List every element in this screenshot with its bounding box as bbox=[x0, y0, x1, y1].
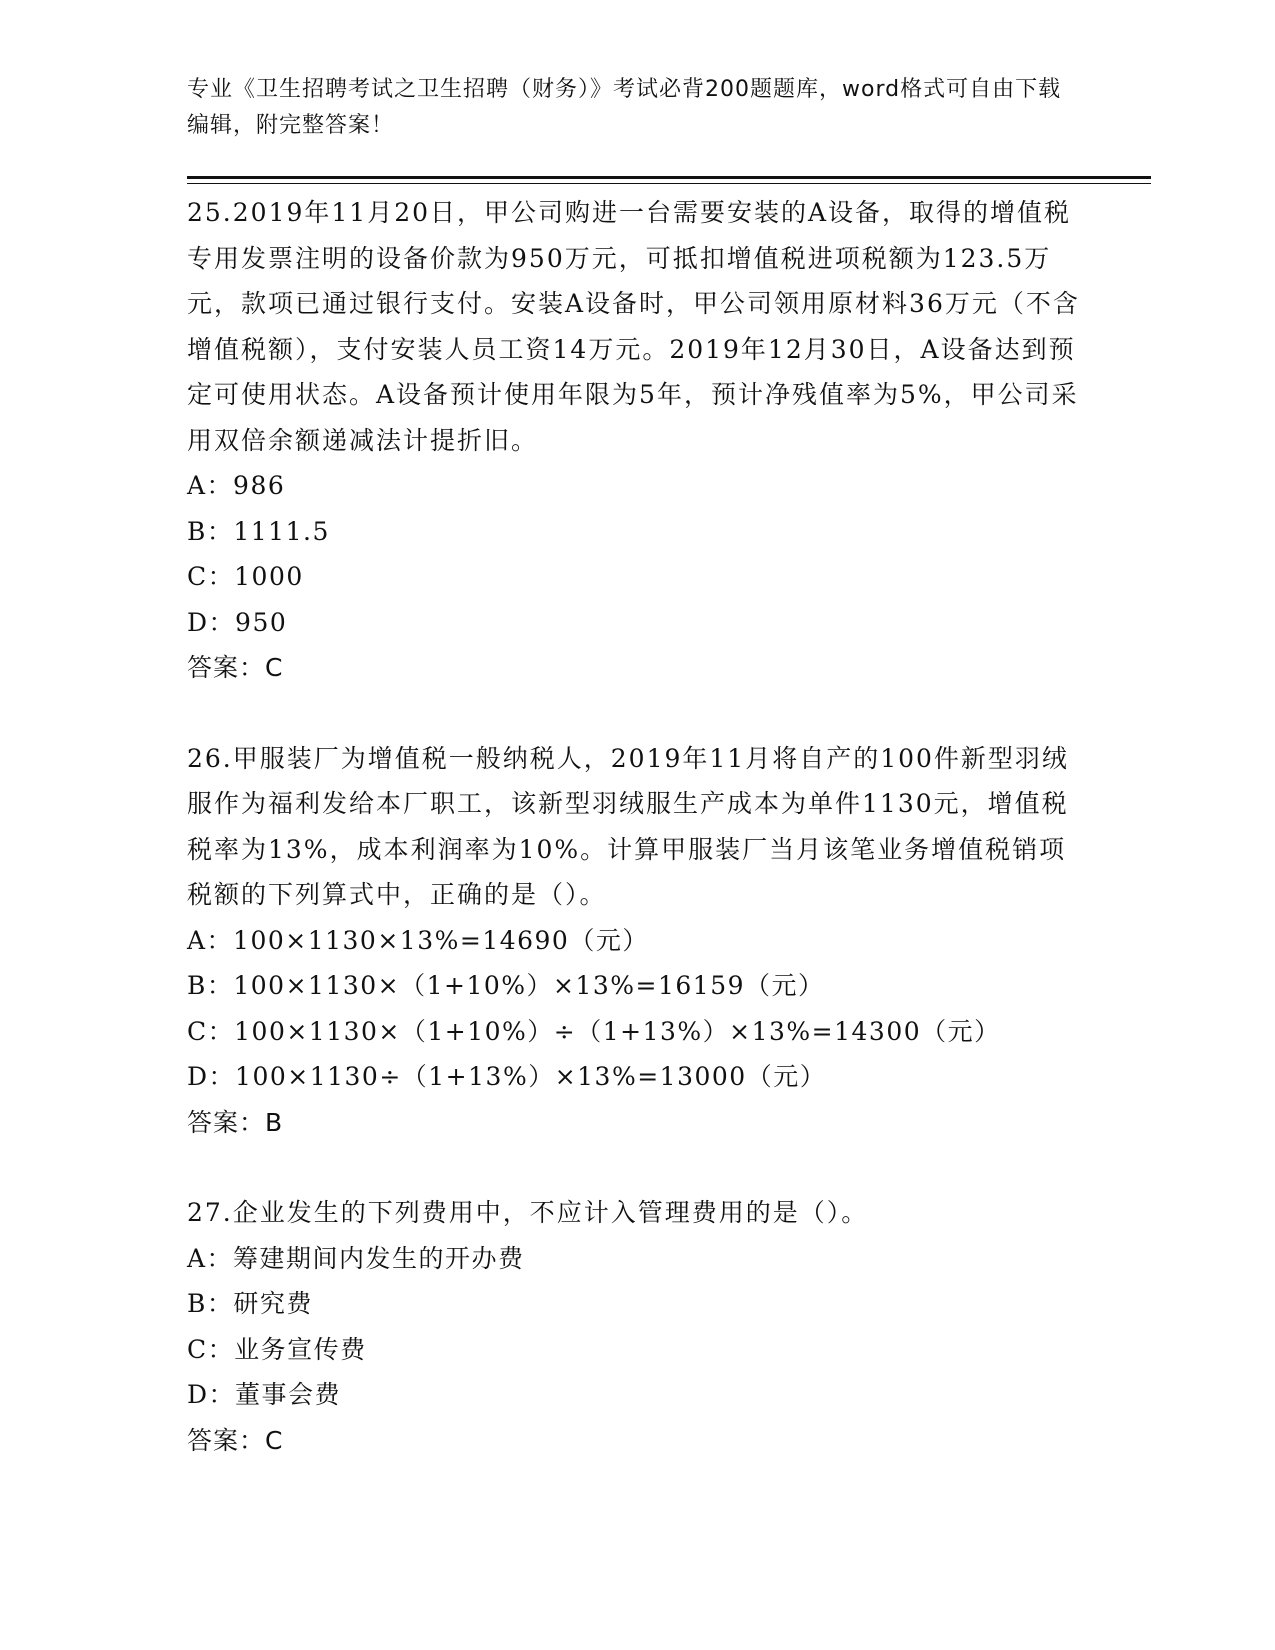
question-stem: 26.甲服装厂为增值税一般纳税人，2019年11月将自产的100件新型羽绒服作为福利发给本厂职工，该新型羽绒服生产成本为单件1130元，增值税税率为13%，成本利润率为10%。计算甲服装厂当月该笔业务增值税销项税额的下列算式中，正确的是（）。 bbox=[187, 743, 1069, 909]
question-25 bbox=[187, 190, 1087, 691]
option-a: A：100×1130×13%=14690（元） bbox=[187, 925, 649, 955]
option-a: A：筹建期间内发生的开办费 bbox=[187, 1243, 525, 1273]
option-d: D：100×1130÷（1+13%）×13%=13000（元） bbox=[187, 1062, 827, 1091]
question-27 bbox=[187, 1190, 1087, 1463]
option-b: B：100×1130×（1+10%）×13%=16159（元） bbox=[187, 971, 825, 1000]
answer: 答案：C bbox=[187, 1425, 284, 1455]
header-rule-thick bbox=[187, 176, 1151, 179]
header-rule-thin bbox=[187, 183, 1151, 184]
option-c: C：业务宣传费 bbox=[187, 1334, 367, 1364]
question-list bbox=[187, 190, 1087, 1463]
spacer bbox=[187, 1145, 1087, 1190]
question-26 bbox=[187, 736, 1087, 1146]
answer: 答案：C bbox=[187, 653, 284, 682]
option-c: C：100×1130×（1+10%）÷（1+13%）×13%=14300（元） bbox=[187, 1016, 1001, 1046]
answer: 答案：B bbox=[187, 1107, 284, 1137]
option-d: D：950 bbox=[187, 607, 288, 637]
document-header: 专业《卫生招聘考试之卫生招聘（财务）》考试必背200题题库，word格式可自由下载编辑，附完整答案！ bbox=[187, 77, 1062, 138]
option-b: B：1111.5 bbox=[187, 516, 330, 546]
option-b: B：研究费 bbox=[187, 1289, 313, 1318]
spacer bbox=[187, 691, 1087, 736]
question-stem: 27.企业发生的下列费用中，不应计入管理费用的是（）。 bbox=[187, 1198, 869, 1227]
option-d: D：董事会费 bbox=[187, 1380, 342, 1409]
option-a: A：986 bbox=[187, 471, 286, 500]
question-stem: 25.2019年11月20日，甲公司购进一台需要安装的A设备，取得的增值税专用发票注明的设备价款为950万元，可抵扣增值税进项税额为123.5万元，款项已通过银行支付。安装A设备时，甲公司领用原材料36万元（不含增值税额），支付安装人员工资14万元。2019年12月30日，A设备达到预定可使用状态。A设备预计使用年限为5年，预计净残值率为5%，甲公司采用双倍余额递减法计提折旧。 bbox=[187, 198, 1080, 455]
option-c: C：1000 bbox=[187, 562, 304, 591]
